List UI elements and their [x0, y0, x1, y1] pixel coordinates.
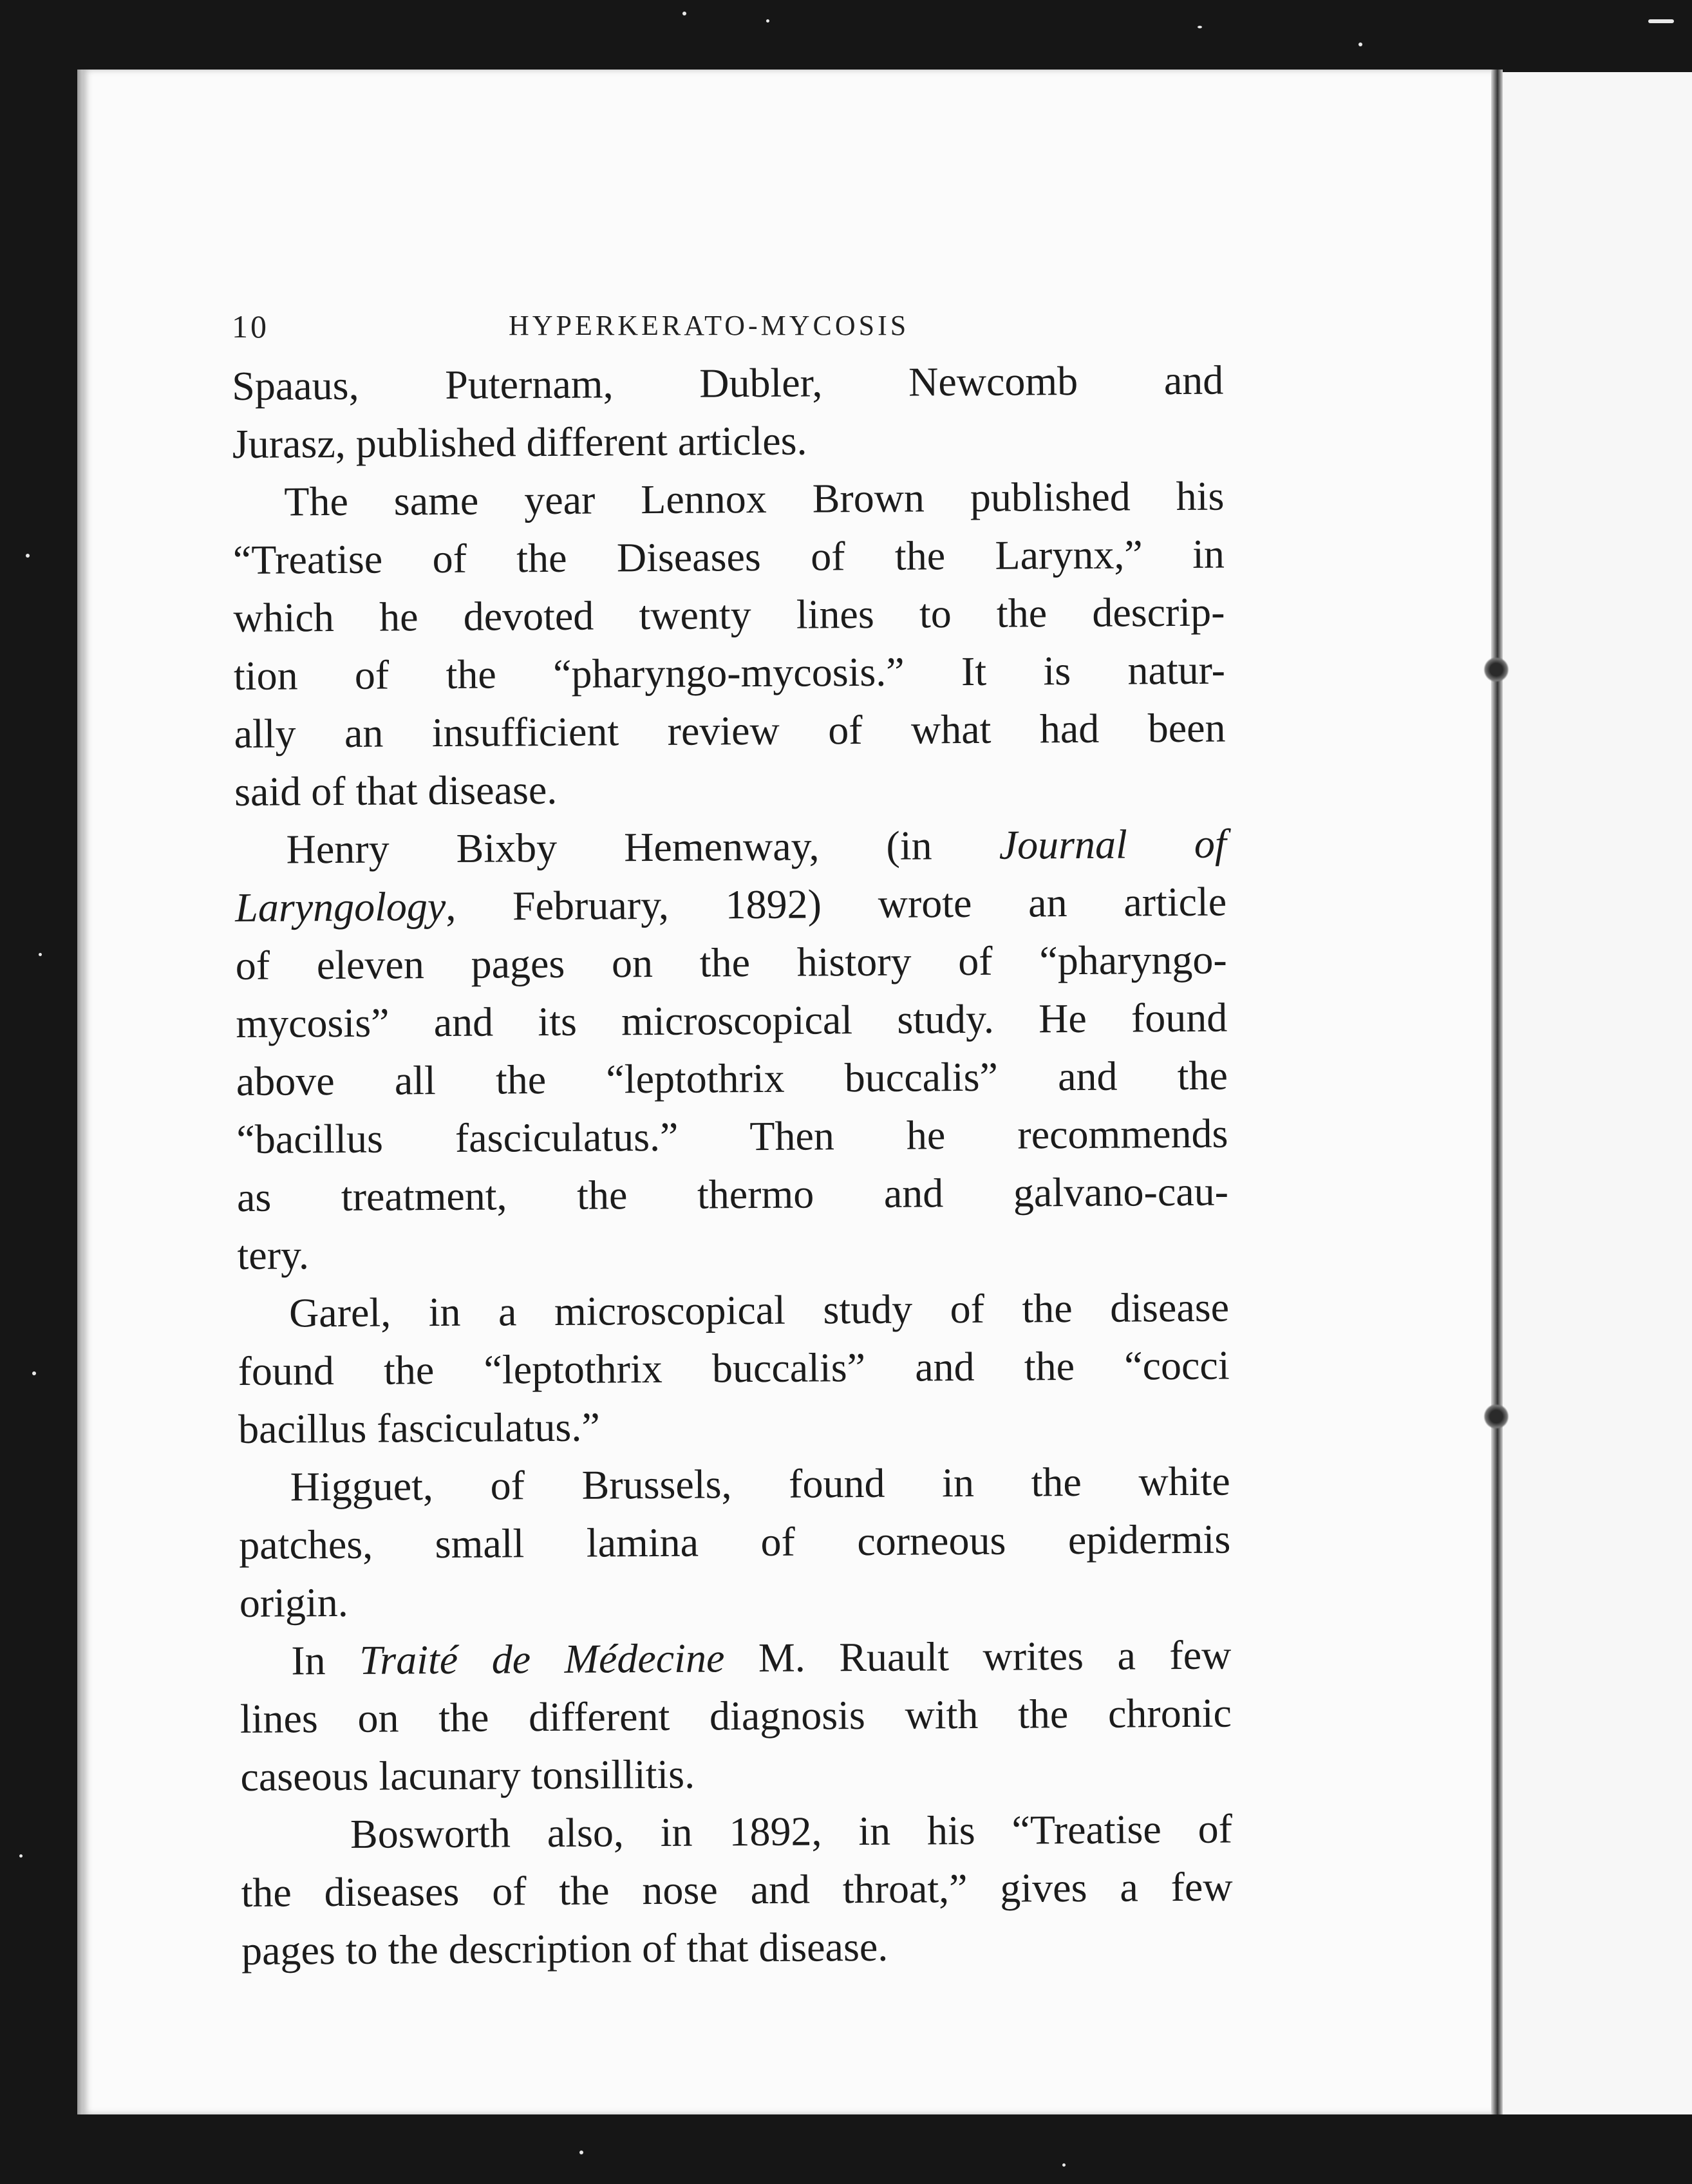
text-line: above all the “leptothrix buccalis” and the	[236, 1052, 1228, 1104]
journal-title-cont: Laryngology	[235, 883, 446, 930]
body-text	[232, 352, 1233, 1980]
text-line	[235, 873, 1227, 937]
text-line: lines on the different diagnosis with the chronic	[240, 1690, 1232, 1742]
text-line: the diseases of the nose and throat,” gives a few	[241, 1863, 1233, 1916]
text-line: tery.	[237, 1232, 310, 1278]
book-title: Traité de Médecine	[359, 1635, 725, 1683]
dust-speck	[1062, 2163, 1066, 2167]
dust-speck	[579, 2151, 583, 2154]
text-line: of eleven pages on the history of “pharyngo-	[235, 936, 1227, 988]
text-line: Higguet, of Brussels, found in the white	[290, 1458, 1230, 1510]
text-line: ally an insufficient review of what had been	[234, 704, 1226, 757]
text-line	[234, 815, 1227, 879]
text-line: said of that disease.	[234, 766, 558, 814]
text-line: The same year Lennox Brown published his	[284, 473, 1225, 525]
text-line: which he devoted twenty lines to the descrip-	[233, 588, 1225, 641]
page-number: 10	[232, 308, 269, 344]
text-line: tion of the “pharyngo-mycosis.” It is natur-	[233, 646, 1226, 699]
dust-speck	[1198, 26, 1202, 28]
dust-speck	[1358, 42, 1362, 46]
page-right-partial	[1503, 72, 1692, 2114]
binding-stitch	[1483, 657, 1509, 682]
book-gutter	[1491, 70, 1503, 2114]
text-run: Henry Bixby Hemenway, (in	[286, 822, 932, 872]
journal-title: Journal of	[999, 820, 1227, 868]
text-line: patches, small lamina of corneous epidermis	[239, 1516, 1231, 1568]
text-line: “Treatise of the Diseases of the Larynx,” in	[232, 531, 1225, 583]
text-run: In	[291, 1637, 326, 1684]
dust-speck	[32, 1371, 36, 1375]
running-head: HYPERKERATO-MYCOSIS	[509, 310, 910, 341]
text-line: Bosworth also, in 1892, in his “Treatise of	[350, 1805, 1233, 1857]
text-line: as treatment, the thermo and galvano-cau-	[236, 1168, 1229, 1220]
text-line: pages to the description of that disease.	[241, 1923, 888, 1973]
text-line: Jurasz, published different articles.	[232, 417, 807, 467]
text-line: origin.	[239, 1579, 348, 1626]
dust-speck	[26, 554, 30, 558]
dust-speck	[766, 19, 769, 23]
text-run: , February, 1892) wrote an article	[446, 878, 1227, 929]
page-header	[232, 308, 1146, 346]
text-line	[240, 1626, 1232, 1690]
text-line: “bacillus fasciculatus.” Then he recommends	[236, 1110, 1228, 1162]
text-line: bacillus fasciculatus.”	[238, 1404, 600, 1452]
text-line: Garel, in a microscopical study of the disease	[288, 1284, 1230, 1336]
text-line: Spaaus, Puternam, Dubler, Newcomb and	[232, 357, 1224, 409]
text-run: M. Ruault writes a few	[758, 1632, 1232, 1681]
text-line: found the “leptothrix buccalis” and the “cocci	[238, 1342, 1230, 1394]
dust-speck	[682, 12, 686, 15]
text-line: caseous lacunary tonsillitis.	[240, 1751, 695, 1800]
text-line: mycosis” and its microscopical study. He found	[236, 994, 1228, 1046]
dust-speck	[19, 1854, 23, 1858]
dust-speck	[1648, 19, 1674, 23]
dust-speck	[39, 953, 42, 956]
binding-stitch	[1483, 1404, 1509, 1429]
